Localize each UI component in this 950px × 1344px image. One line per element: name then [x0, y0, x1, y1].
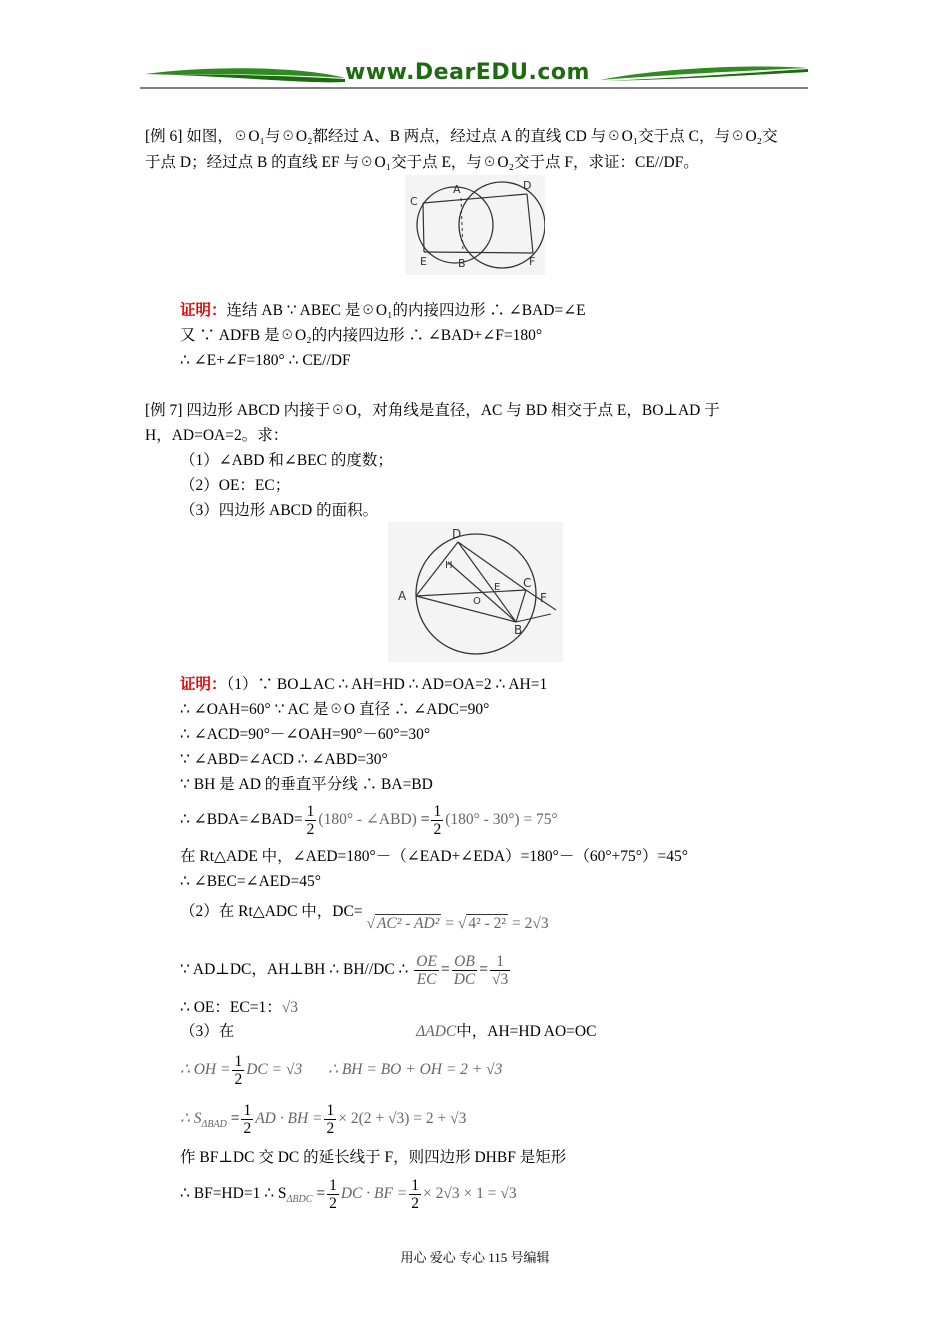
fraction-denominator: 2 [234, 1070, 243, 1088]
ex7-step-13-b: DC = √3 [246, 1061, 303, 1078]
ex7-step-12 [180, 1022, 596, 1042]
ex7-step-12-triangle: ΔADC [416, 1023, 457, 1040]
ex6-label-b: B [458, 257, 466, 270]
ex7-label-f: F [540, 591, 547, 605]
fraction-numerator: 1 [234, 1052, 243, 1070]
ex7-step-16-b: = [316, 1185, 326, 1202]
ex7-step-14-a: ∴ S [180, 1110, 202, 1127]
ex6-question-line2: 于点 D；经过点 B 的直线 EF 与☉O₁交于点 E，与☉O₂交于点 F，求证：CE//DF。 [145, 154, 699, 171]
half-fraction [232, 1053, 244, 1088]
ex6-label-e: E [420, 255, 427, 268]
ex6-label-d: D [523, 179, 532, 192]
ex7-step-7: 在 Rt△ADE 中，∠AED=180°－（∠EAD+∠EDA）=180°－（60°+75°）=45° [180, 848, 688, 865]
ex7-step-6-prefix: ∴ ∠BDA=∠BAD= [180, 811, 303, 828]
fraction-numerator: 1 [326, 1101, 335, 1119]
fraction-numerator: 1 [306, 802, 315, 820]
ex7-step-14-sub: ΔBAD [201, 1119, 227, 1131]
ex7-label-b: B [514, 623, 523, 637]
ex7-step-8: ∴ ∠BEC=∠AED=45° [180, 873, 321, 890]
ex7-step-13-c: ∴ BH = BO + OH = 2 + √3 [328, 1061, 503, 1078]
fraction-denominator: EC [416, 970, 437, 988]
half-fraction [431, 803, 443, 838]
ex7-step-11-text: ∴ OE：EC=1： [180, 999, 282, 1016]
fraction-denominator: 2 [306, 820, 315, 838]
ex7-step-9-sqrt1: AC² - AD² [376, 915, 440, 932]
ex7-step-14-b: = [230, 1110, 240, 1127]
fraction-numerator: 1 [411, 1176, 419, 1194]
ex7-step-12-post: 中，AH=HD AO=OC [456, 1023, 597, 1040]
ex7-step-12-prefix: （3）在 [180, 1023, 235, 1040]
header-banner [140, 62, 808, 92]
ex7-step-5: ∵ BH 是 AD 的垂直平分线 ∴ BA=BD [180, 776, 433, 793]
half-fraction [305, 803, 317, 838]
ex7-step-1: （1）∵ BO⊥AC ∴ AH=HD ∴ AD=OA=2 ∴ AH=1 [226, 676, 548, 693]
ex7-step-3: ∴ ∠ACD=90°－∠OAH=90°－60°=30° [180, 726, 431, 743]
ex7-step-16-sub: ΔBDC [286, 1194, 313, 1206]
ex7-diagram [388, 522, 563, 662]
page-footer: 用心 爱心 专心 115 号编辑 [400, 1250, 550, 1265]
half-fraction [409, 1177, 421, 1212]
ex6-proof-line3: ∴ ∠E+∠F=180° ∴ CE//DF [180, 352, 351, 369]
ex7-question-1: （1）∠ABD 和∠BEC 的度数； [180, 452, 393, 469]
ex7-step-15: 作 BF⊥DC 交 DC 的延长线于 F，则四边形 DHBF 是矩形 [180, 1149, 567, 1166]
ex7-step-14-d: × 2(2 + √3) = 2 + √3 [338, 1110, 467, 1127]
ex7-step-10: ∵ AD⊥DC，AH⊥BH ∴ BH//DC ∴ $\frac{OE}{EC}$ = $\frac{OB}{DC}$ = $\frac{1}{√3}$ [180, 952, 509, 988]
fraction-numerator: OB [452, 953, 478, 971]
half-fraction [324, 1102, 336, 1137]
fraction-numerator: 1 [490, 953, 510, 971]
ex7-step-16-c: DC · BF = [340, 1185, 408, 1202]
ex7-label-e: E [494, 582, 501, 593]
fraction-denominator: DC [453, 970, 476, 988]
ex7-step-14 [180, 1097, 466, 1141]
oe-ec-fraction [414, 953, 439, 988]
ex6-proof-label: 证明： [180, 302, 227, 319]
fraction-denominator: 2 [433, 820, 442, 838]
ex6-label-c: C [410, 195, 418, 208]
ex7-label-a: A [398, 589, 407, 603]
ex7-step-13 [180, 1050, 502, 1090]
ex6-question-line1: [例 6] 如图，☉O₁与☉O₂都经过 A、B 两点，经过点 A 的直线 CD 与☉O₁交于点 C，与☉O₂交 [145, 128, 778, 145]
ob-dc-fraction [452, 953, 478, 988]
ex7-question-line1: [例 7] 四边形 ABCD 内接于☉O，对角线是直径，AC 与 BD 相交于点 E，BO⊥AD 于 [145, 402, 720, 419]
ex7-step-2: ∴ ∠OAH=60° ∵ AC 是☉O 直径 ∴ ∠ADC=90° [180, 701, 490, 718]
ex7-step-6-paren: (180° - ∠ABD) [318, 811, 417, 828]
fraction-numerator: OE [416, 952, 437, 970]
fraction-denominator: 2 [411, 1194, 419, 1212]
ex7-proof-label: 证明： [180, 676, 227, 693]
ex7-step-13-a: ∴ OH = [180, 1061, 231, 1078]
one-over-root3-fraction [490, 953, 510, 988]
ex7-step-9: （2）在 Rt△ADC 中，DC= √ AC² - AD² = √ 4² - 2² = 2√3 [180, 903, 549, 932]
ex7-step-6-eq: = [420, 811, 430, 828]
ex7-step-4: ∵ ∠ABD=∠ACD ∴ ∠ABD=30° [180, 751, 388, 768]
ex6-figure [405, 175, 545, 275]
ex7-step-6 [180, 800, 558, 840]
ex7-step-6-paren2: (180° - 30°) = 75° [445, 811, 558, 828]
half-fraction [241, 1102, 253, 1137]
ex7-label-o: O [473, 596, 481, 607]
ex7-step-9-prefix: （2）在 Rt△ADC 中，DC= [180, 903, 363, 920]
ex7-question-line2: H，AD=OA=2。求： [145, 427, 289, 444]
ex7-step-14-c: AD · BH = [255, 1110, 323, 1127]
ex7-figure [388, 522, 563, 662]
ex6-proof-line2: 又 ∵ ADFB 是☉O₂的内接四边形 ∴ ∠BAD+∠F=180° [180, 327, 543, 344]
fraction-numerator: 1 [243, 1101, 252, 1119]
fraction-denominator: 2 [243, 1119, 252, 1137]
ex7-step-10-prefix: ∵ AD⊥DC，AH⊥BH ∴ BH//DC ∴ [180, 961, 409, 978]
fraction-denominator: 2 [329, 1194, 337, 1212]
ex7-step-9-result: = 2√3 [511, 915, 549, 932]
ex6-proof-line1: 连结 AB ∵ ABEC 是☉O₁的内接四边形 ∴ ∠BAD=∠E [226, 302, 586, 319]
ex7-step-11 [180, 998, 298, 1018]
ex7-label-d: D [452, 527, 462, 541]
fraction-denominator: 2 [326, 1119, 335, 1137]
ex7-question-3: （3）四边形 ABCD 的面积。 [180, 502, 379, 519]
fraction-denominator: √3 [492, 970, 509, 988]
ex7-step-16-d: × 2√3 × 1 = √3 [423, 1185, 517, 1202]
ex7-step-9-sqrt2: 4² - 2² [468, 915, 507, 932]
half-fraction [327, 1177, 339, 1212]
fraction-numerator: 1 [433, 802, 442, 820]
ex6-diagram [405, 175, 545, 275]
fraction-numerator: 1 [329, 1176, 337, 1194]
ex6-label-a: A [453, 183, 461, 196]
ex6-label-f: F [529, 255, 536, 268]
ex7-step-16 [180, 1172, 517, 1216]
ex7-step-16-a: ∴ BF=HD=1 ∴ S [180, 1185, 287, 1202]
ex7-label-c: C [523, 576, 532, 590]
ex7-label-h: H [445, 560, 453, 571]
site-name: www.DearEDU.com [345, 60, 590, 85]
ex7-question-2: （2）OE：EC； [180, 477, 291, 494]
ex7-step-11-value: √3 [281, 999, 298, 1016]
